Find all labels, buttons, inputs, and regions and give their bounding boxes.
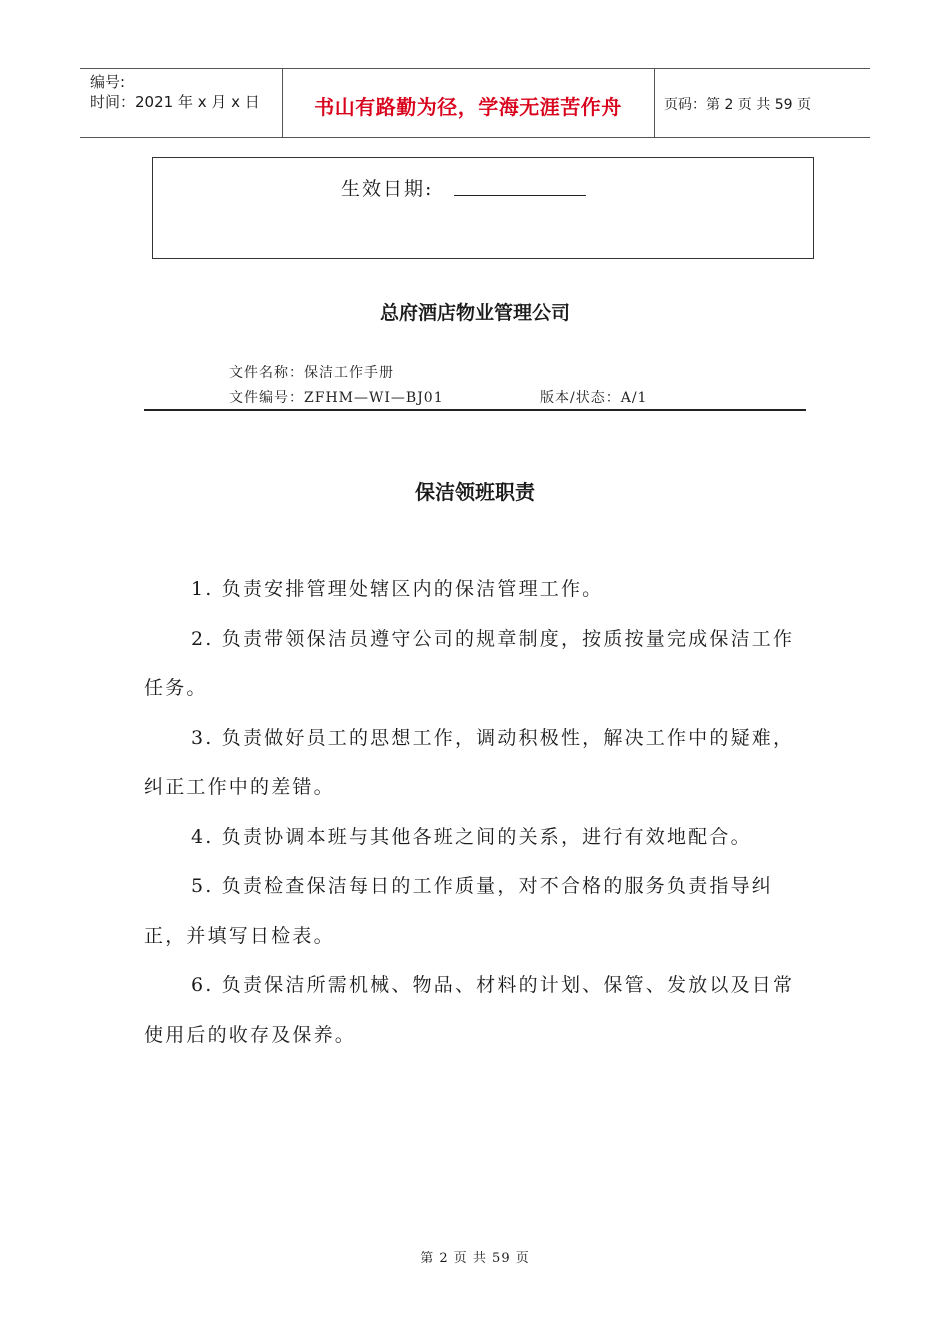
file-number: 文件编号：ZFHM—WI—BJ01 (229, 390, 444, 406)
list-item: 6. 负责保洁所需机械、物品、材料的计划、保管、发放以及日常使用后的收存及保养。 (144, 974, 795, 1046)
effective-date-label: 生效日期: (341, 178, 434, 200)
effective-date-blank-line (454, 195, 586, 196)
list-item: 4. 负责协调本班与其他各班之间的关系，进行有效地配合。 (191, 825, 752, 848)
effective-date-box (152, 157, 814, 259)
list-item: 1. 负责安排管理处辖区内的保洁管理工作。 (191, 578, 604, 600)
header-slogan-cell (282, 69, 655, 137)
page-footer: 第 2 页 共 59 页 (420, 1251, 530, 1266)
header-page-info: 页码：第 2 页 共 59 页 (664, 97, 811, 113)
list-item: 3. 负责做好员工的思想工作，调动积极性，解决工作中的疑难，纠正工作中的差错。 (144, 726, 795, 798)
duty-list (144, 565, 806, 1060)
page-title: 保洁领班职责 (415, 480, 535, 504)
list-item: 2. 负责带领保洁员遵守公司的规章制度，按质按量完成保洁工作任务。 (144, 627, 795, 699)
document-number-label: 编号: (90, 73, 126, 91)
header-divider (144, 409, 806, 411)
header-slogan: 书山有路勤为径，学海无涯苦作舟 (314, 95, 622, 119)
document-header (80, 68, 870, 138)
version-status: 版本/状态：A/1 (540, 390, 648, 406)
document-time-label: 时间：2021 年 x 月 x 日 (90, 93, 260, 111)
company-name: 总府酒店物业管理公司 (379, 302, 570, 324)
header-page-cell (654, 69, 870, 137)
list-item: 5. 负责检查保洁每日的工作质量，对不合格的服务负责指导纠正，并填写日检表。 (144, 875, 773, 947)
file-name: 文件名称：保洁工作手册 (229, 365, 394, 381)
header-left-cell (80, 69, 283, 137)
